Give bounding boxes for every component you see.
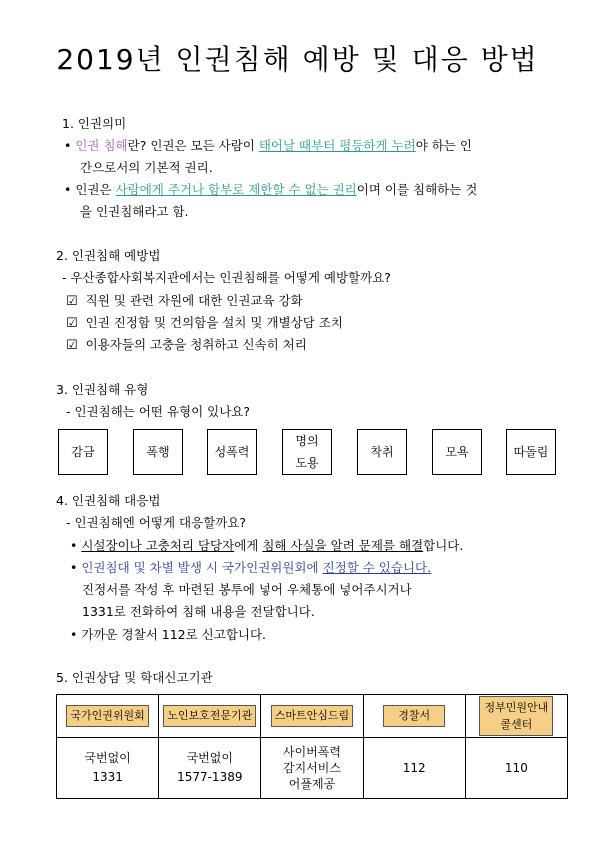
agency-name-line: 콜센터 [500, 718, 533, 731]
table-cell [465, 738, 567, 799]
text-national-commission: 인권침대 및 차별 발생 시 국가인권위원회에 [81, 560, 323, 575]
agency-name [479, 696, 553, 736]
check-item [66, 291, 303, 309]
s1-bullet-2 [64, 180, 477, 198]
bullet: • [70, 538, 78, 553]
type-box [133, 429, 183, 475]
table-cell [261, 738, 363, 799]
checkbox-checked-icon: ☑ [66, 338, 78, 353]
agency-name: 스마트안심드림 [271, 705, 353, 727]
agency-table [56, 694, 568, 799]
agency-name-line: 정부민원안내 [484, 701, 549, 714]
table-header-row [57, 695, 568, 738]
table-cell [57, 738, 159, 799]
page-title: 2019년 인권침해 예방 및 대응 방법 [56, 43, 539, 76]
s1-bullet-1 [64, 136, 472, 154]
agency-name: 경찰서 [383, 705, 445, 727]
type-label: 착취 [370, 445, 394, 459]
contact-line: 110 [504, 760, 528, 775]
s4-bullet-3 [70, 625, 266, 643]
table-cell [363, 738, 465, 799]
table-header-cell [465, 695, 567, 738]
bullet: • [64, 138, 72, 153]
contact-line: 사이버폭력 [282, 745, 341, 759]
check-item [66, 335, 307, 353]
highlight-equal-from-birth: 태어날 때부터 평등하게 누려 [258, 138, 416, 153]
type-label: 모욕 [445, 445, 469, 459]
bullet: • [70, 560, 78, 575]
check-item-text: 직원 및 관련 자원에 대한 인권교육 강화 [85, 293, 303, 308]
contact-line: 국번없이 [84, 751, 131, 765]
section-2-subtitle: - 우산종합사회복지관에서는 인권침해를 어떻게 예방할까요? [62, 270, 391, 285]
s4-bullet-1 [70, 536, 463, 554]
highlight-report-fact: 침해 사실을 알려 문제를 해결 [262, 538, 424, 553]
contact-line: 국번없이 [186, 751, 233, 765]
type-label: 명의 도용 [295, 434, 319, 470]
s1-bullet-2-cont: 을 인권침해라고 함. [80, 204, 189, 219]
s4-bullet-2 [70, 558, 431, 576]
type-label: 폭행 [146, 445, 170, 459]
term-human-rights-violation: 인권 침해 [75, 138, 128, 153]
highlight-inalienable-right: 사람에게 주거나 함부로 제한할 수 없는 권리 [115, 182, 357, 197]
text: 가까운 경찰서 112로 신고합니다. [81, 627, 267, 642]
type-box [432, 429, 482, 475]
table-row [57, 738, 568, 799]
section-5-heading: 5. 인권상담 및 학대신고기관 [56, 670, 213, 685]
section-4-subtitle: - 인권침해엔 어떻게 대응할까요? [66, 515, 247, 530]
check-item-text: 인권 진정함 및 건의함을 설치 및 개별상담 조치 [85, 315, 343, 330]
section-3-heading: 3. 인권침해 유형 [56, 382, 149, 397]
type-box [58, 429, 108, 475]
text: 합니다. [423, 538, 464, 553]
highlight-manager: 시설장이나 고충처리 담당자 [81, 538, 235, 553]
type-box [357, 429, 407, 475]
check-item-text: 이용자들의 고충을 청취하고 신속히 처리 [85, 337, 307, 352]
bullet: • [70, 627, 78, 642]
type-box [282, 429, 332, 475]
contact-line: 1577-1389 [177, 770, 243, 784]
text: 이며 이를 침해하는 것 [356, 182, 478, 197]
agency-name: 국가인권위원회 [66, 705, 148, 727]
contact-line: 감지서비스 [282, 761, 341, 775]
section-1-heading: 1. 인권의미 [62, 116, 127, 131]
table-header-cell [261, 695, 363, 738]
bullet: • [64, 182, 72, 197]
section-3-subtitle: - 인권침해는 어떤 유형이 있나요? [66, 404, 251, 419]
section-2-heading: 2. 인권침해 예방법 [56, 248, 161, 263]
type-label: 따돌림 [513, 445, 549, 459]
type-box [207, 429, 257, 475]
s1-bullet-1-cont: 간으로서의 기본적 권리. [80, 160, 213, 175]
highlight-can-petition: 진정할 수 있습니다. [322, 560, 432, 575]
text: 인권은 [75, 182, 116, 197]
section-4-heading: 4. 인권침해 대응법 [56, 493, 161, 508]
check-item [66, 313, 343, 331]
table-header-cell [159, 695, 261, 738]
checkbox-checked-icon: ☑ [66, 294, 78, 309]
s4-bullet-2-line-3: 1331로 전화하여 침해 내용을 전달합니다. [82, 604, 315, 619]
s4-bullet-2-line-2: 진정서를 작성 후 마련된 봉투에 넣어 우체통에 넣어주시거나 [82, 582, 412, 597]
table-header-cell [57, 695, 159, 738]
text: 에게 [234, 538, 263, 553]
type-label: 감금 [71, 445, 95, 459]
contact-line: 어플제공 [288, 777, 336, 791]
table-cell [159, 738, 261, 799]
text: 야 하는 인 [415, 138, 472, 153]
contact-line: 1331 [92, 770, 123, 784]
type-label: 성폭력 [214, 445, 250, 459]
text: 란? 인권은 모든 사람이 [127, 138, 259, 153]
contact-line: 112 [402, 760, 426, 775]
agency-name: 노인보호전문기관 [163, 705, 256, 727]
checkbox-checked-icon: ☑ [66, 316, 78, 331]
type-box [506, 429, 556, 475]
table-header-cell [363, 695, 465, 738]
